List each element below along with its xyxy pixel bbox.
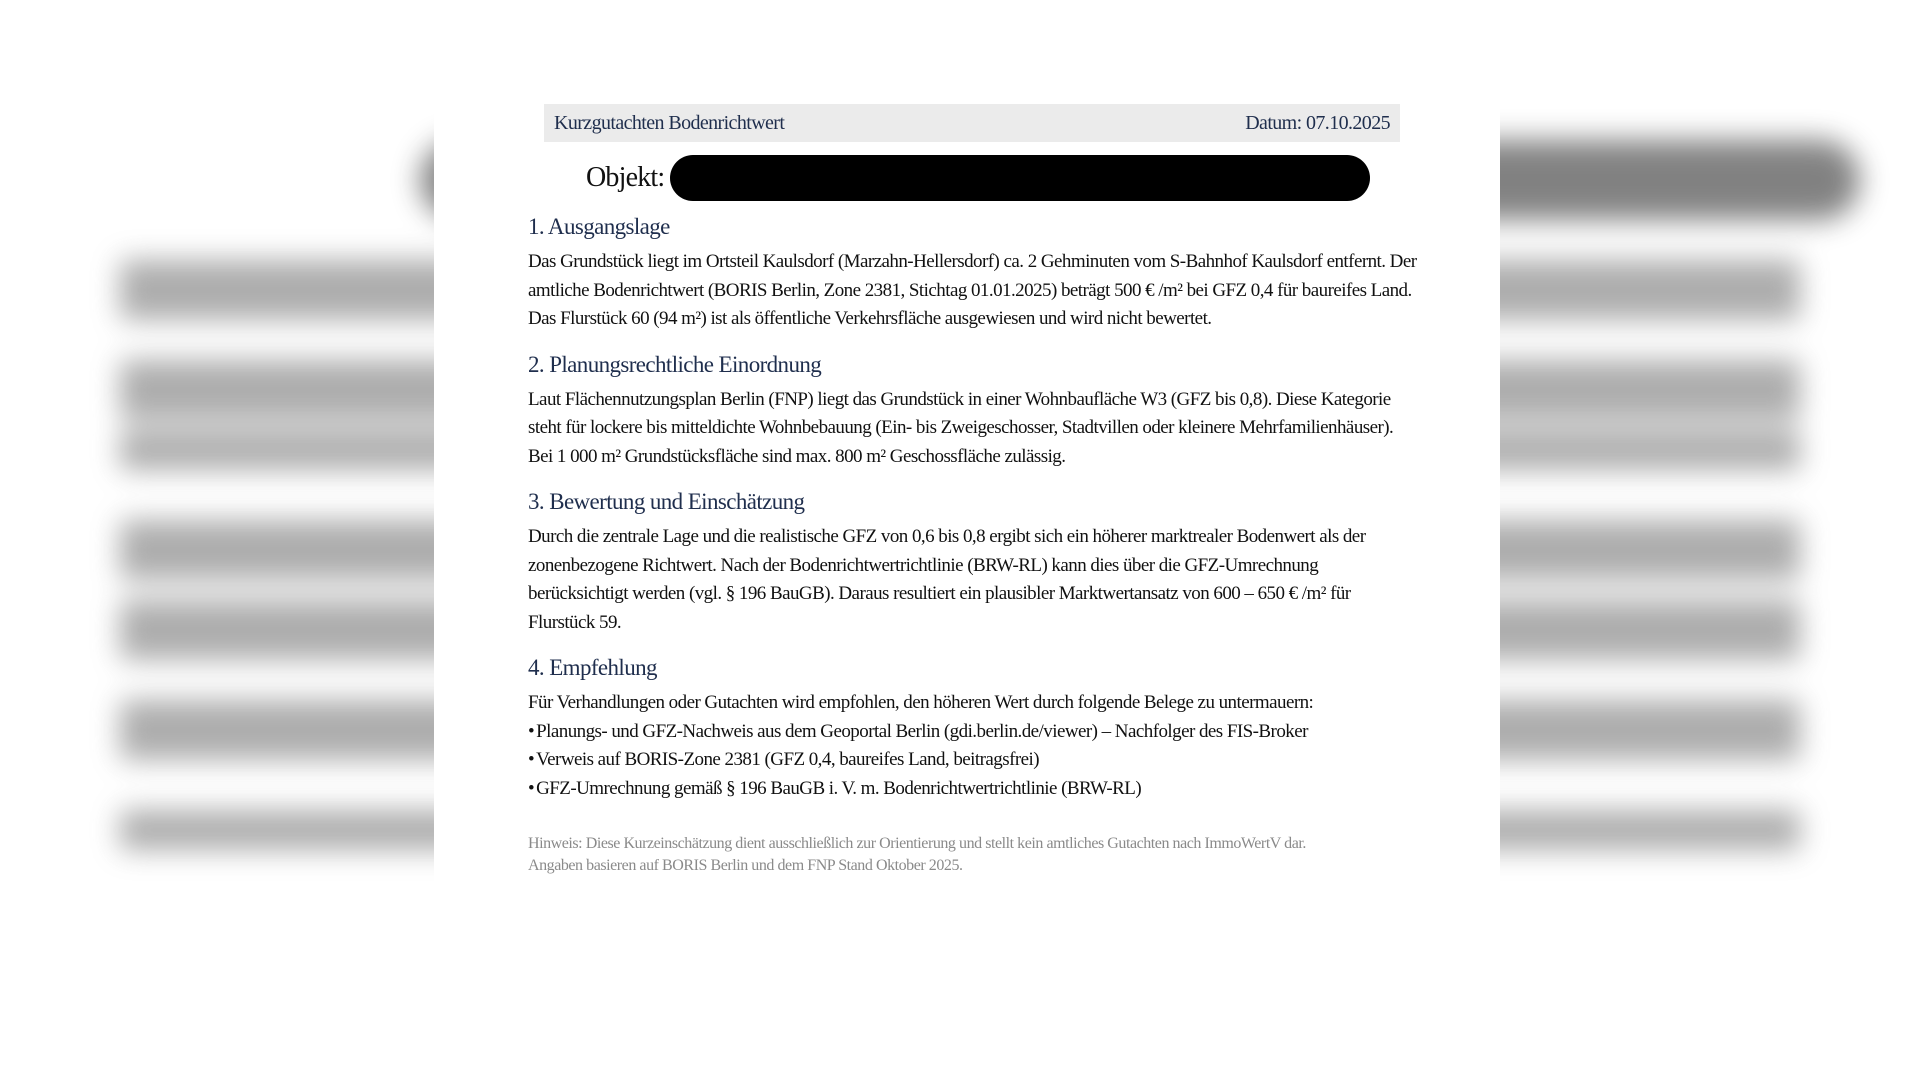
object-row — [586, 154, 1416, 202]
list-item: • GFZ-Umrechnung gemäß § 196 BauGB i. V. m. Bodenrichtwertrichtlinie (BRW-RL) — [528, 775, 1418, 804]
section-body-ausgangslage: Das Grundstück liegt im Ortsteil Kaulsdorf (Marzahn-Hellersdorf) ca. 2 Gehminuten vom S-Bahnhof Kaulsdorf entfernt. Der amtliche Bodenrichtwert (BORIS Berlin, Zone 2381, Stichtag 01.01.2025) beträgt 500 € /m² bei GFZ 0,4 für baureifes Land. Das Flurstück 60 (94 m²) ist als öffentliche Verkehrsfläche ausgewiesen und wird nicht bewertet. — [528, 251, 1417, 329]
section-body-empfehlung: Für Verhandlungen oder Gutachten wird empfohlen, den höheren Wert durch folgende Belege zu untermauern: — [528, 692, 1314, 713]
document-content — [528, 212, 1418, 877]
section-heading-planungsrecht: 2. Planungsrechtliche Einordnung — [528, 351, 822, 377]
document-page — [434, 0, 1500, 935]
document-title: Kurzgutachten Bodenrichtwert — [554, 111, 785, 134]
list-item: • Planungs- und GFZ-Nachweis aus dem Geoportal Berlin (gdi.berlin.de/viewer) – Nachfolger des FIS-Broker — [528, 718, 1418, 747]
object-label: Objekt: — [586, 162, 665, 193]
disclaimer-line: Angaben basieren auf BORIS Berlin und dem FNP Stand Oktober 2025. — [528, 857, 963, 874]
section-heading-empfehlung: 4. Empfehlung — [528, 655, 657, 680]
recommendation-list — [528, 718, 1418, 804]
section-body-bewertung: Durch die zentrale Lage und die realistische GFZ von 0,6 bis 0,8 ergibt sich ein höherer marktrealer Bodenwert als der zonenbezogene Richtwert. Nach der Bodenrichtwertrichtlinie (BRW-RL) kann dies über die GFZ-Umrechnung berücksichtigt werden (vgl. § 196 BauGB). Daraus resultiert ein plausibler Marktwertansatz von 600 – 650 € /m² für Flurstück 59. — [528, 526, 1366, 633]
list-item: • Verweis auf BORIS-Zone 2381 (GFZ 0,4, baureifes Land, beitragsfrei) — [528, 746, 1418, 775]
document-date: Datum: 07.10.2025 — [1245, 111, 1390, 134]
redacted-object-name — [670, 155, 1370, 201]
section-heading-bewertung: 3. Bewertung und Einschätzung — [528, 489, 805, 514]
section-body-planungsrecht: Laut Flächennutzungsplan Berlin (FNP) liegt das Grundstück in einer Wohnbaufläche W3 (GFZ bis 0,8). Diese Kategorie steht für lockere bis mitteldichte Wohnbebauung (Ein- bis Zweigeschosser, Stadtvillen oder kleinere Mehrfamilienhäuser). Bei 1 000 m² Grundstücksfläche sind max. 800 m² Geschossfläche zulässig. — [528, 388, 1394, 467]
disclaimer-line: Hinweis: Diese Kurzeinschätzung dient ausschließlich zur Orientierung und stellt kein amtliches Gutachten nach ImmoWertV dar. — [528, 835, 1306, 852]
section-heading-ausgangslage: 1. Ausgangslage — [528, 214, 670, 239]
document-header — [544, 104, 1400, 142]
disclaimer-note — [528, 833, 1418, 877]
